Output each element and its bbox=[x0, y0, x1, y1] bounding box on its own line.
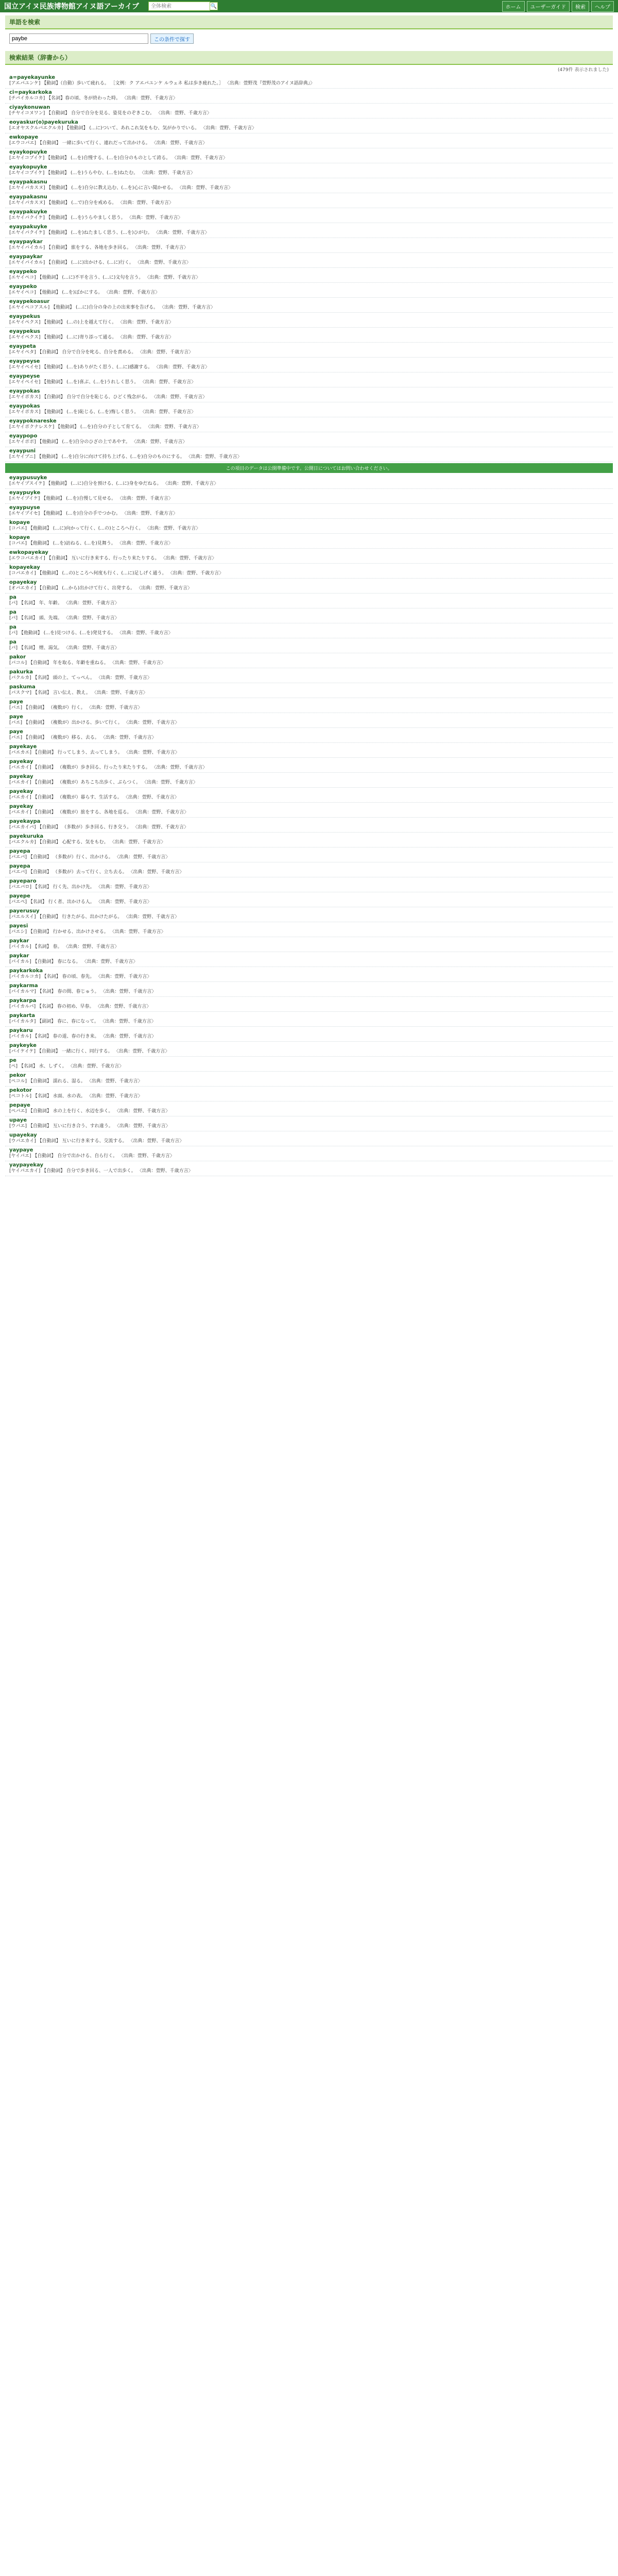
entry-gloss: [エヤイペコ] 【他動詞】 (…を)ばかにする。 〈出典：萱野、千歳方言〉 bbox=[9, 290, 160, 295]
entry-headword[interactable]: paye bbox=[9, 714, 23, 720]
result-entry bbox=[5, 148, 613, 163]
result-entry bbox=[5, 133, 613, 148]
entry-headword[interactable]: payerusuy bbox=[9, 908, 40, 914]
result-entry bbox=[5, 743, 613, 758]
word-search-input[interactable] bbox=[9, 33, 148, 44]
entry-headword[interactable]: eyaypeyse bbox=[9, 359, 40, 364]
result-entry bbox=[5, 833, 613, 848]
entry-gloss: [パ] 【他動詞】 (…を)見つける、(…を)発見する。 〈出典：萱野、千歳方言〉 bbox=[9, 631, 173, 636]
results-heading: 検索結果（辞書から） bbox=[5, 51, 613, 65]
result-entry bbox=[5, 713, 613, 728]
entry-headword[interactable]: payepe bbox=[9, 893, 30, 899]
entry-gloss: [エヤイポカス] 【他動詞】 (…を)恥じる、(…を)悔しく思う。 〈出典：萱野、千歳方言〉 bbox=[9, 410, 196, 415]
result-entry bbox=[5, 967, 613, 982]
entry-gloss: [エヤイポポ] 【他動詞】 (…を)自分のひざの上であやす。 〈出典：萱野、千歳方言〉 bbox=[9, 439, 187, 445]
search-submit-button[interactable]: この条件で探す bbox=[150, 33, 194, 44]
result-entry bbox=[5, 328, 613, 343]
entry-gloss: [パエカエ] 【自動詞】 行ってしまう、去ってしまう。 〈出典：萱野、千歳方言〉 bbox=[9, 750, 180, 755]
result-entry bbox=[5, 89, 613, 104]
entry-headword[interactable]: pepaye bbox=[9, 1103, 30, 1108]
entry-headword[interactable]: eyaykopuyke bbox=[9, 149, 47, 155]
entry-headword[interactable]: eyaypuyse bbox=[9, 505, 40, 511]
result-entry bbox=[5, 1101, 613, 1116]
entry-gloss: [コパエ] 【他動詞】 (…を)訪ねる、(…を)見舞う。 〈出典：萱野、千歳方言〉 bbox=[9, 541, 173, 546]
result-entry bbox=[5, 638, 613, 653]
result-entry bbox=[5, 549, 613, 564]
entry-headword[interactable]: ewkopayekay bbox=[9, 550, 48, 555]
entry-gloss: [エウコパエ] 【自動詞】 一緒に歩いて行く、連れだって出かける。 〈出典：萱野、千歳方言〉 bbox=[9, 141, 208, 146]
entry-gloss: [エヤイパイカル] 【自動詞】 旅をする、各地を歩き回る。 〈出典：萱野、千歳方言〉 bbox=[9, 245, 188, 250]
result-entry bbox=[5, 283, 613, 298]
entry-headword[interactable]: eyaypekus bbox=[9, 314, 40, 319]
result-entry bbox=[5, 922, 613, 937]
entry-gloss: [ペ] 【名詞】 水、しずく。 〈出典：萱野、千歳方言〉 bbox=[9, 1064, 124, 1069]
result-entry bbox=[5, 343, 613, 358]
entry-headword[interactable]: payekuruka bbox=[9, 834, 44, 839]
entry-gloss: [エヤイプイセ] 【他動詞】 (…を)自分の手でつかむ。 〈出典：萱野、千歳方言〉 bbox=[9, 511, 178, 516]
result-entry bbox=[5, 698, 613, 713]
result-entry bbox=[5, 118, 613, 133]
entry-gloss: [パエシ] 【自動詞】 行かせる、出かけさせる。 〈出典：萱野、千歳方言〉 bbox=[9, 929, 166, 935]
entry-gloss: [パエルスイ] 【自動詞】 行きたがる、出かけたがる。 〈出典：萱野、千歳方言〉 bbox=[9, 914, 180, 920]
result-entry bbox=[5, 313, 613, 328]
entry-gloss: [ペコトル] 【名詞】 水面、水の表。 〈出典：萱野、千歳方言〉 bbox=[9, 1094, 143, 1099]
word-search-form bbox=[5, 29, 613, 48]
entry-gloss: [パエ] 【自動詞】 （複数が）行く。 〈出典：萱野、千歳方言〉 bbox=[9, 705, 143, 710]
entry-headword[interactable]: a=payekayunke bbox=[9, 75, 56, 80]
result-entry bbox=[5, 1087, 613, 1101]
entry-headword[interactable]: paykarpa bbox=[9, 998, 37, 1004]
entry-gloss: [エヤイペクス] 【他動詞】 (…に)寄り添って通る。 〈出典：萱野、千歳方言〉 bbox=[9, 335, 174, 340]
result-entry bbox=[5, 402, 613, 417]
entry-gloss: [パスクマ] 【名詞】 言い伝え、教え。 〈出典：萱野、千歳方言〉 bbox=[9, 690, 148, 696]
entry-headword[interactable]: pa bbox=[9, 624, 16, 630]
entry-gloss: [パエカイパ] 【自動詞】 （多数が）歩き回る、行き交う。 〈出典：萱野、千歳方言〉 bbox=[9, 825, 189, 830]
entry-gloss: [コパエ] 【他動詞】 (…に)向かって行く、(…の)ところへ行く。 〈出典：萱野、千歳方言〉 bbox=[9, 526, 201, 531]
result-entry bbox=[5, 862, 613, 877]
top-bar bbox=[0, 0, 618, 12]
entry-headword[interactable]: eyaypokas bbox=[9, 388, 40, 394]
entry-gloss: [エヤイペクス] 【他動詞】 (…の)上を越えて行く。 〈出典：萱野、千歳方言〉 bbox=[9, 320, 174, 325]
result-entry bbox=[5, 387, 613, 402]
result-entry bbox=[5, 447, 613, 462]
result-entry bbox=[5, 193, 613, 208]
entry-headword[interactable]: pa bbox=[9, 639, 16, 645]
result-entry bbox=[5, 1116, 613, 1131]
entry-gloss: [パエパ] 【自動詞】 （多数が）行く、出かける。 〈出典：萱野、千歳方言〉 bbox=[9, 855, 170, 860]
entry-gloss: [パコル] 【自動詞】 年を取る、年齢を重ねる。 〈出典：萱野、千歳方言〉 bbox=[9, 660, 166, 666]
entry-gloss: [パ] 【名詞】 煙、湯気。 〈出典：萱野、千歳方言〉 bbox=[9, 646, 119, 651]
entry-headword[interactable]: pa bbox=[9, 595, 16, 600]
entry-headword[interactable]: eyaypokas bbox=[9, 403, 40, 409]
entry-headword[interactable]: payepa bbox=[9, 863, 30, 869]
entry-gloss: [エヤイペコ] 【他動詞】 (…に)不平を言う、(…に)文句を言う。 〈出典：萱野、千歳方言〉 bbox=[9, 275, 201, 280]
entry-headword[interactable]: eyaypaykar bbox=[9, 254, 43, 260]
entry-headword[interactable]: paykeyke bbox=[9, 1043, 37, 1048]
entry-headword[interactable]: ci=paykarkoka bbox=[9, 90, 52, 95]
entry-gloss: [エウコパエカイ] 【自動詞】 互いに行き来する、行ったり来たりする。 〈出典：萱野、千歳方言〉 bbox=[9, 556, 217, 561]
result-entry bbox=[5, 1161, 613, 1176]
entry-headword[interactable]: payesi bbox=[9, 923, 28, 929]
notice-banner: この項目のデータは公開準備中です。公開日についてはお問い合わせください。 bbox=[5, 463, 613, 473]
entry-headword[interactable]: payekaye bbox=[9, 744, 37, 750]
entry-gloss: [ヤイパエカイ] 【自動詞】 自分で歩き回る、一人で出歩く。 〈出典：萱野、千歳方言〉 bbox=[9, 1168, 193, 1174]
entry-headword[interactable]: paykarta bbox=[9, 1013, 35, 1019]
entry-headword[interactable]: paykaru bbox=[9, 1028, 33, 1033]
entry-headword[interactable]: paykar bbox=[9, 953, 29, 959]
result-entry bbox=[5, 594, 613, 608]
entry-headword[interactable]: upaye bbox=[9, 1117, 27, 1123]
entry-gloss: [エオヤスクルパエクルカ] 【他動詞】 (…に)ついて、あれこれ気をもむ、気がかりでいる。 〈出典：萱野、千歳方言〉 bbox=[9, 126, 257, 131]
result-entry bbox=[5, 1012, 613, 1027]
entry-headword[interactable]: eyaypuni bbox=[9, 448, 36, 454]
entry-gloss: [エヤイペタ] 【自動詞】 自分で自分を叱る、自分を責める。 〈出典：萱野、千歳方言〉 bbox=[9, 350, 194, 355]
entry-gloss: [パエ] 【自動詞】 （複数が）移る、去る。 〈出典：萱野、千歳方言〉 bbox=[9, 735, 157, 740]
entry-headword[interactable]: opayekay bbox=[9, 580, 37, 585]
result-entry bbox=[5, 803, 613, 818]
entry-gloss: [チパイカルコカ] 【名詞】春の頃、冬が終わった時。 〈出典：萱野、千歳方言〉 bbox=[9, 96, 178, 101]
entry-headword[interactable]: payeparo bbox=[9, 878, 37, 884]
result-entry bbox=[5, 504, 613, 519]
entry-gloss: [エヤイパクイケ] 【他動詞】 (…を)うらやましく思う。 〈出典：萱野、千歳方言〉 bbox=[9, 215, 183, 221]
entry-headword[interactable]: eoyaskur(o)payekuruka bbox=[9, 120, 78, 125]
result-entry bbox=[5, 1072, 613, 1087]
result-entry bbox=[5, 1146, 613, 1161]
entry-headword[interactable]: paykarma bbox=[9, 983, 38, 989]
entry-gloss: [パクルカ] 【名詞】 頭の上、てっぺん。 〈出典：萱野、千歳方言〉 bbox=[9, 675, 152, 681]
entry-headword[interactable]: ciyaykonuwan bbox=[9, 105, 50, 110]
entry-gloss: [エヤイペコアスル] 【他動詞】 (…に)自分の身の上の出来事を告げる。 〈出典：萱野、千歳方言〉 bbox=[9, 305, 215, 310]
word-search-heading: 単語を検索 bbox=[5, 15, 613, 29]
entry-headword[interactable]: upayekay bbox=[9, 1132, 37, 1138]
entry-gloss: [パエクルカ] 【自動詞】 心配する、気をもむ。 〈出典：萱野、千歳方言〉 bbox=[9, 840, 166, 845]
result-entry bbox=[5, 1042, 613, 1057]
entry-gloss: [パイケイケ] 【自動詞】 一緒に行く、同行する。 〈出典：萱野、千歳方言〉 bbox=[9, 1049, 170, 1054]
entry-headword[interactable]: paye bbox=[9, 699, 23, 705]
result-entry bbox=[5, 372, 613, 387]
result-entry bbox=[5, 653, 613, 668]
entry-headword[interactable]: pakurka bbox=[9, 669, 33, 675]
result-entry bbox=[5, 877, 613, 892]
entry-headword[interactable]: paykarkoka bbox=[9, 968, 43, 974]
entry-gloss: [エヤイプイケ] 【他動詞】 (…を)自慢して見せる。 〈出典：萱野、千歳方言〉 bbox=[9, 496, 174, 501]
entry-headword[interactable]: yaypaye bbox=[9, 1147, 33, 1153]
result-entry bbox=[5, 104, 613, 118]
entry-headword[interactable]: payekay bbox=[9, 774, 33, 779]
result-entry bbox=[5, 74, 613, 89]
entry-headword[interactable]: eyaypekus bbox=[9, 329, 40, 334]
entry-gloss: [パイカル] 【自動詞】 春になる。 〈出典：萱野、千歳方言〉 bbox=[9, 959, 138, 964]
entry-gloss: [パエカイ] 【自動詞】 （複数が）暮らす、生活する。 〈出典：萱野、千歳方言〉 bbox=[9, 795, 179, 800]
entry-gloss: [エヤイペイセ] 【他動詞】 (…を)ありがたく思う、(…に)感謝する。 〈出典：萱野、千歳方言〉 bbox=[9, 365, 210, 370]
search-icon[interactable]: 🔍 bbox=[210, 2, 218, 10]
entry-headword[interactable]: eyaypeko bbox=[9, 284, 37, 290]
result-entry bbox=[5, 997, 613, 1012]
entry-headword[interactable]: pekor bbox=[9, 1073, 26, 1078]
entry-gloss: [エヤイコプイケ] 【他動詞】 (…を)うらやむ、(…を)ねたむ。 〈出典：萱野、千歳方言〉 bbox=[9, 171, 195, 176]
entry-headword[interactable]: eyaypoknareske bbox=[9, 418, 57, 424]
entry-gloss: [エヤイパカスヌ] 【他動詞】 (…で)自分を戒める。 〈出典：萱野、千歳方言〉 bbox=[9, 200, 174, 206]
result-entry bbox=[5, 417, 613, 432]
entry-gloss: [エヤイパカスヌ] 【他動詞】 (…を)自分に教え込む、(…を)心に言い聞かせる。 〈出典：萱野、千歳方言〉 bbox=[9, 185, 233, 191]
entry-gloss: [パ] 【名詞】 年、年齢。 〈出典：萱野、千歳方言〉 bbox=[9, 601, 119, 606]
entry-headword[interactable]: paskuma bbox=[9, 684, 36, 690]
result-entry bbox=[5, 163, 613, 178]
result-entry bbox=[5, 982, 613, 997]
result-entry bbox=[5, 608, 613, 623]
result-entry bbox=[5, 952, 613, 967]
result-entry bbox=[5, 937, 613, 952]
result-entry bbox=[5, 818, 613, 833]
entry-gloss: [パエパロ] 【名詞】 行く先、出かけ先。 〈出典：萱野、千歳方言〉 bbox=[9, 885, 152, 890]
entry-headword[interactable]: eyaypakuyke bbox=[9, 209, 47, 215]
top-search bbox=[148, 2, 218, 11]
entry-gloss: [エヤイパクイケ] 【他動詞】 (…を)ねたましく思う、(…を)ひがむ。 〈出典：萱野、千歳方言〉 bbox=[9, 230, 210, 235]
entry-gloss: [パエカイ] 【自動詞】 （複数が）歩き回る、行ったり来たりする。 〈出典：萱野、千歳方言〉 bbox=[9, 765, 208, 770]
entry-headword[interactable]: eyaypeko bbox=[9, 269, 37, 275]
entry-gloss: [ペコル] 【自動詞】 濡れる、湿る。 〈出典：萱野、千歳方言〉 bbox=[9, 1079, 143, 1084]
entry-gloss: [パイカルタ] 【副詞】 春に、春になって。 〈出典：萱野、千歳方言〉 bbox=[9, 1019, 156, 1024]
entry-headword[interactable]: payekay bbox=[9, 789, 33, 794]
entry-gloss: [パイカル] 【名詞】 春の道、春の行き来。 〈出典：萱野、千歳方言〉 bbox=[9, 1034, 157, 1039]
entry-headword[interactable]: pa bbox=[9, 609, 16, 615]
entry-headword[interactable]: paye bbox=[9, 729, 23, 735]
entry-gloss: [パエカイ] 【自動詞】 （複数が）旅をする、各地を巡る。 〈出典：萱野、千歳方言〉 bbox=[9, 810, 189, 815]
result-entry bbox=[5, 298, 613, 313]
entry-headword[interactable]: pekotor bbox=[9, 1088, 32, 1093]
nav-menu bbox=[502, 1, 614, 12]
entry-gloss: [エヤイコプイケ] 【他動詞】 (…を)自慢する、(…を)自分のものとして誇る。 〈出典：萱野、千歳方言〉 bbox=[9, 156, 228, 161]
result-entry bbox=[5, 892, 613, 907]
result-entry bbox=[5, 223, 613, 238]
entry-headword[interactable]: payepa bbox=[9, 849, 30, 854]
entry-gloss: [チヤイコヌワン] 【自動詞】 自分で自分を見る、姿見をのぞきこむ。 〈出典：萱野、千歳方言〉 bbox=[9, 111, 212, 116]
entry-headword[interactable]: ewkopaye bbox=[9, 134, 39, 140]
entry-gloss: [エヤイパイカル] 【自動詞】 (…に)出かける、(…に)行く。 〈出典：萱野、千歳方言〉 bbox=[9, 260, 191, 265]
entry-gloss: [パイカルパ] 【名詞】 春の初め、早春。 〈出典：萱野、千歳方言〉 bbox=[9, 1004, 151, 1009]
entry-gloss: [パイカルマ] 【名詞】 春の間、春じゅう。 〈出典：萱野、千歳方言〉 bbox=[9, 989, 157, 994]
result-entry bbox=[5, 773, 613, 788]
entry-headword[interactable]: eyaypusuyke bbox=[9, 475, 47, 481]
result-entry bbox=[5, 1131, 613, 1146]
entry-gloss: [パエカイ] 【自動詞】 （複数が）あちこち出歩く、ぶらつく。 〈出典：萱野、千歳方言〉 bbox=[9, 780, 198, 785]
entry-headword[interactable]: eyaypuyke bbox=[9, 490, 41, 496]
entry-gloss: [パ] 【名詞】 頭、先端。 〈出典：萱野、千歳方言〉 bbox=[9, 616, 119, 621]
entry-headword[interactable]: kopaye bbox=[9, 535, 30, 540]
result-entry bbox=[5, 519, 613, 534]
entry-gloss: [パエパ] 【自動詞】 （多数が）去って行く、立ち去る。 〈出典：萱野、千歳方言〉 bbox=[9, 870, 184, 875]
result-entry bbox=[5, 564, 613, 579]
entry-gloss: [ウパエ] 【自動詞】 互いに行き合う、すれ違う。 〈出典：萱野、千歳方言〉 bbox=[9, 1124, 170, 1129]
word-search-section bbox=[5, 15, 613, 48]
result-entry bbox=[5, 474, 613, 489]
entry-headword[interactable]: yaypayekay bbox=[9, 1162, 43, 1168]
entry-headword[interactable]: eyaypopo bbox=[9, 433, 38, 439]
result-entry bbox=[5, 534, 613, 549]
entry-headword[interactable]: pakor bbox=[9, 654, 26, 660]
entry-gloss: [オパエカイ] 【自動詞】 (…から)出かけて行く、出発する。 〈出典：萱野、千歳方言〉 bbox=[9, 586, 192, 591]
entry-headword[interactable]: paykar bbox=[9, 938, 29, 944]
entry-headword[interactable]: eyaypeta bbox=[9, 344, 36, 349]
entry-gloss: [ペパエ] 【自動詞】 水の上を行く、水辺を歩く。 〈出典：萱野、千歳方言〉 bbox=[9, 1109, 170, 1114]
nav-search[interactable]: 検索 bbox=[572, 1, 589, 12]
result-entry bbox=[5, 848, 613, 862]
entry-gloss: [エヤイポカス] 【自動詞】 自分で自分を恥じる、ひどく残念がる。 〈出典：萱野、千歳方言〉 bbox=[9, 395, 208, 400]
entry-headword[interactable]: payekay bbox=[9, 759, 33, 765]
result-entry bbox=[5, 1057, 613, 1072]
entry-gloss: [エヤイプスイケ] 【他動詞】 (…に)自分を預ける、(…に)身をゆだねる。 〈出典：萱野、千歳方言〉 bbox=[9, 481, 219, 486]
result-entry bbox=[5, 907, 613, 922]
entry-gloss: [ウパエカイ] 【自動詞】 互いに行き来する、交流する。 〈出典：萱野、千歳方言〉 bbox=[9, 1139, 184, 1144]
entry-gloss: [コパエカイ] 【他動詞】 (…の)ところへ何度も行く、(…に)足しげく通う。 〈出典：萱野、千歳方言〉 bbox=[9, 571, 224, 576]
result-entry bbox=[5, 668, 613, 683]
entry-gloss: [パイカル] 【名詞】 春。 〈出典：萱野、千歳方言〉 bbox=[9, 944, 119, 950]
results-count: (479件 表示されました) bbox=[557, 67, 609, 73]
result-entry bbox=[5, 253, 613, 268]
result-entry bbox=[5, 728, 613, 743]
entry-headword[interactable]: eyaypeyse bbox=[9, 374, 40, 379]
result-entry bbox=[5, 788, 613, 803]
entry-gloss: [パイカルコカ] 【名詞】 春の頃、春先。 〈出典：萱野、千歳方言〉 bbox=[9, 974, 152, 979]
entry-gloss: [ヤイパエ] 【自動詞】 自分で出かける、自ら行く。 〈出典：萱野、千歳方言〉 bbox=[9, 1154, 175, 1159]
result-entry bbox=[5, 623, 613, 638]
results-list bbox=[5, 74, 613, 1176]
result-entry bbox=[5, 579, 613, 594]
entry-headword[interactable]: eyaypakasnu bbox=[9, 179, 47, 185]
entry-headword[interactable]: eyaypakuyke bbox=[9, 224, 47, 230]
result-entry bbox=[5, 178, 613, 193]
result-entry bbox=[5, 1027, 613, 1042]
results-section bbox=[5, 51, 613, 1176]
site-title[interactable]: 国立アイヌ民族博物館アイヌ語アーカイブ bbox=[4, 3, 139, 11]
entry-headword[interactable]: eyaykopuyke bbox=[9, 164, 47, 170]
entry-headword[interactable]: payekaypa bbox=[9, 819, 41, 824]
entry-gloss: [エヤイペイセ] 【他動詞】 (…を)喜ぶ、(…を)うれしく思う。 〈出典：萱野、千歳方言〉 bbox=[9, 380, 196, 385]
entry-gloss: [エヤイプニ] 【他動詞】 (…を)自分に向けて持ち上げる、(…を)自分のものにする。 〈出典：萱野、千歳方言〉 bbox=[9, 454, 242, 460]
nav-help[interactable]: ヘルプ bbox=[591, 1, 614, 12]
entry-headword[interactable]: kopayekay bbox=[9, 565, 40, 570]
entry-headword[interactable]: eyaypakasnu bbox=[9, 194, 47, 200]
entry-headword[interactable]: payekay bbox=[9, 804, 33, 809]
result-entry bbox=[5, 432, 613, 447]
entry-gloss: [パエ] 【自動詞】 （複数が）出かける、歩いて行く。 〈出典：萱野、千歳方言〉 bbox=[9, 720, 180, 725]
result-entry bbox=[5, 358, 613, 372]
result-entry bbox=[5, 683, 613, 698]
result-entry bbox=[5, 208, 613, 223]
entry-gloss: [アエパユンケ] 【動詞】（自動）歩いて疲れる。 ［文例：ク アエパユンケ ルウェネ 私は歩き疲れた。］ 〈出典：萱野茂『萱野茂のアイヌ語辞典』〉 bbox=[9, 81, 315, 86]
nav-user-guide[interactable]: ユーザーガイド bbox=[527, 1, 570, 12]
top-search-input[interactable] bbox=[148, 2, 210, 11]
result-entry bbox=[5, 758, 613, 773]
result-entry bbox=[5, 238, 613, 253]
entry-headword[interactable]: pe bbox=[9, 1058, 16, 1063]
entry-gloss: [パエペ] 【名詞】 行く者、出かける人。 〈出典：萱野、千歳方言〉 bbox=[9, 900, 152, 905]
entry-gloss: [エヤイポクナレスケ] 【他動詞】 (…を)自分の子として育てる。 〈出典：萱野、千歳方言〉 bbox=[9, 425, 201, 430]
nav-home[interactable]: ホーム bbox=[502, 1, 525, 12]
entry-headword[interactable]: kopaye bbox=[9, 520, 30, 526]
result-entry bbox=[5, 489, 613, 504]
result-entry bbox=[5, 268, 613, 283]
entry-headword[interactable]: eyaypekoasur bbox=[9, 299, 50, 304]
entry-headword[interactable]: eyaypaykar bbox=[9, 239, 43, 245]
